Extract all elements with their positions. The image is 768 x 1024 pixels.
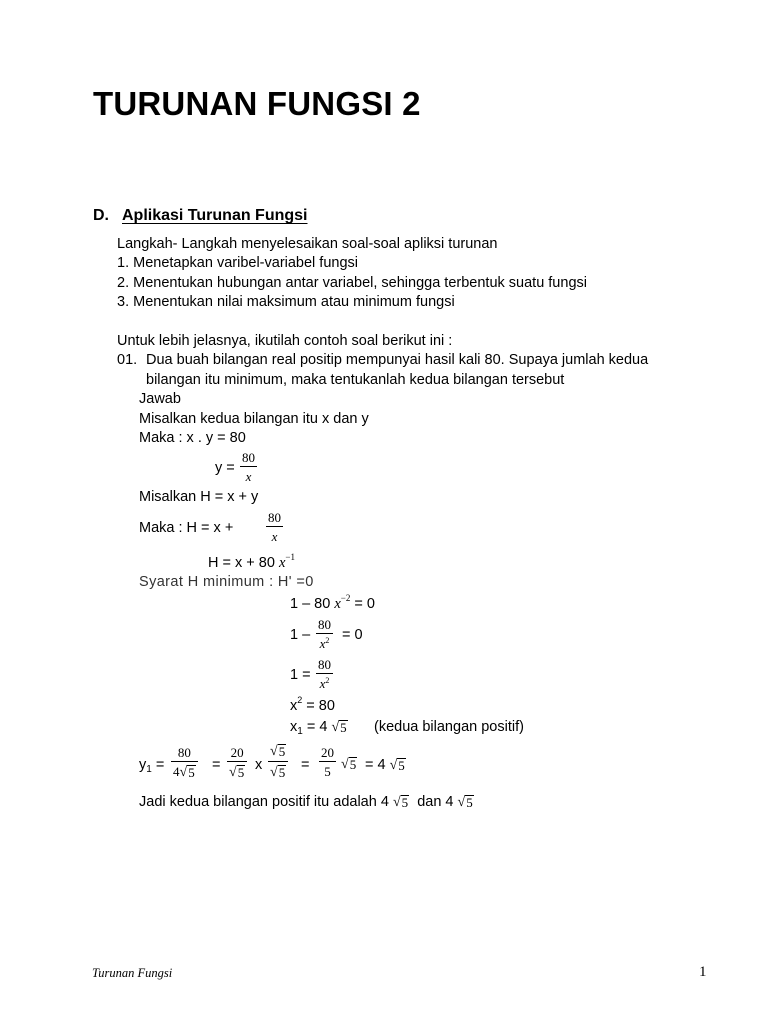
conclusion-line: Jadi kedua bilangan positif itu adalah 4 √ 5 dan 4 √ 5 xyxy=(139,794,473,811)
equation-derivative: 1 – 80 $x^{-2} = 0$ xyxy=(290,593,375,612)
maka-line-2: Maka : H = x + xyxy=(139,520,234,536)
page-title: TURUNAN FUNGSI 2 xyxy=(93,85,421,122)
maka-line-1: Maka : x . y = 80 xyxy=(139,430,246,446)
sqrt-5: √ 5 xyxy=(341,757,357,773)
eq2-left: 1 – xyxy=(290,627,311,643)
note-positive: (kedua bilangan positif) xyxy=(374,719,524,735)
eq3-left: 1 = xyxy=(290,667,311,683)
fraction-80-over-x-squared: 80 $x^2$ xyxy=(318,617,331,651)
syarat-line: Syarat H minimum : H' =0 xyxy=(139,574,314,590)
result-4sqrt5: = 4 √ 5 xyxy=(365,757,405,774)
misalkan-h-line: Misalkan H = x + y xyxy=(139,489,259,505)
steps-intro: Langkah- Langkah menyelesaikan soal-soal apliksi turunan xyxy=(117,236,498,252)
fraction-80-over-x: 80 x xyxy=(242,450,255,484)
fraction-80-over-x: 80 x xyxy=(268,510,281,544)
list-item: 2. Menentukan hubungan antar variabel, sehingga terbentuk suatu fungsi xyxy=(117,275,587,291)
section-title: Aplikasi Turunan Fungsi xyxy=(122,207,308,224)
sqrt-5: √ 5 xyxy=(331,720,347,736)
equals-sign: = xyxy=(301,757,310,773)
eq2-right: = 0 xyxy=(342,627,363,643)
fraction-80-over-x-squared: 80 $x^2$ xyxy=(318,657,331,691)
h-equation: H = x + 80 $x^{-1}$ xyxy=(208,552,295,571)
misalkan-line: Misalkan kedua bilangan itu x dan y xyxy=(139,411,369,427)
x1-equation: $x_1 = 4$ √ 5 xyxy=(290,719,347,737)
x-squared-equation: $x^2 = 80$ xyxy=(290,695,335,714)
list-item: 3. Menentukan nilai maksimum atau minimum fungsi xyxy=(117,294,455,310)
page-number: 1 xyxy=(699,964,707,980)
fraction-20-over-sqrt5: 20 √ 5 xyxy=(227,746,247,780)
footer-title: Turunan Fungsi xyxy=(92,966,173,980)
fraction-20-over-5: 20 5 xyxy=(321,745,334,779)
problem-text-line1: Dua buah bilangan real positip mempunyai hasil kali 80. Supaya jumlah kedua xyxy=(146,352,649,368)
times-sign: x xyxy=(255,757,263,773)
y-equation-label: y = xyxy=(215,460,235,476)
y1-label: $y_1$ = xyxy=(139,757,165,775)
example-intro: Untuk lebih jelasnya, ikutilah contoh soal berikut ini : xyxy=(117,333,453,349)
list-item: 1. Menetapkan varibel-variabel fungsi xyxy=(117,255,358,271)
fraction-80-over-4sqrt5: 80 4 √ 5 xyxy=(171,746,198,780)
equals-sign: = xyxy=(212,757,221,773)
problem-number: 01. xyxy=(117,352,138,368)
jawab-label: Jawab xyxy=(139,391,181,407)
problem-text-line2: bilangan itu minimum, maka tentukanlah kedua bilangan tersebut xyxy=(146,372,565,388)
section-letter: D. xyxy=(93,207,109,224)
fraction-sqrt5-over-sqrt5: √ 5 √ 5 xyxy=(268,744,288,780)
